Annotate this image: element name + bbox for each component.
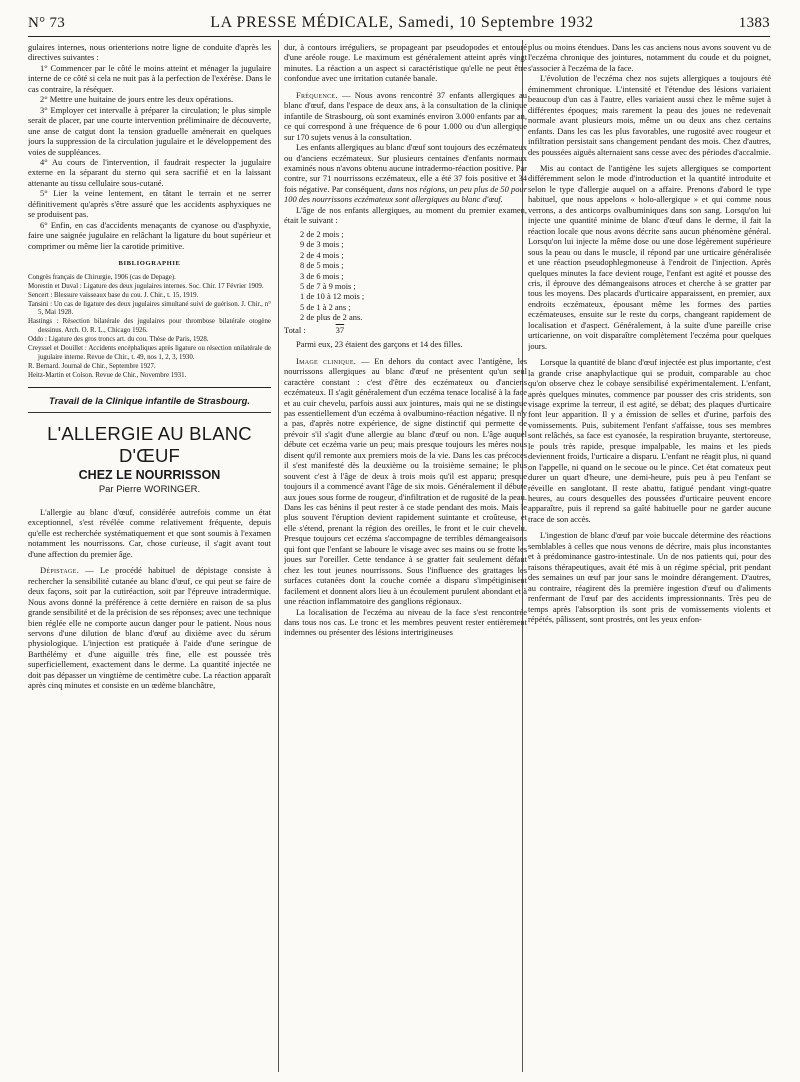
issue-number: N° 73: [28, 15, 66, 31]
bibliography-entry: Oddo : Ligature des gros troncs art. du cou. Thèse de Paris, 1928.: [28, 336, 209, 344]
total-value: 37: [335, 324, 345, 335]
bibliography-entry: Tansini : Un cas de ligature des deux jugulaires simultané suivi de guérison. J. Chir., n° 5, Mai 1928.: [28, 300, 271, 317]
article-subtitle: CHEZ LE NOURRISSON: [78, 468, 221, 483]
paragraph: [28, 565, 271, 690]
bibliography-entry: Morestin et Duval : Ligature des deux jugulaires internes. Soc. Chir. 17 Février 1909.: [28, 282, 264, 290]
article-title: L'ALLERGIE AU BLANC D'ŒUF: [47, 423, 252, 467]
paragraph: La localisation de l'eczéma au niveau de la face s'est rencontrée dans tous nos cas. Le tronc et les membres peuvent rester entièrement indemnes ou présenter des lésions intertrigineuses: [284, 606, 527, 638]
paragraph: L'évolution de l'eczéma chez nos sujets allergiques a toujours été éminemment chronique. L'intensité et l'étendue des lésions variaient beaucoup d'un cas à l'autre, elles variaient aussi chez le même sujet à différentes époques; mais rarement la peau des joues ne redevenait normale avant plusieurs mois, même un ou deux ans chez certains enfants. Dans les cas les plus favorables, une rugosité avec rougeur et infiltration persistait sans changement pendant des mois. Chez d'autres, des poussées aiguës alternaient sans cesse avec des périodes d'accalmie.: [528, 73, 771, 157]
section-head: Image clinique.: [296, 355, 357, 366]
list-item: 1 de 10 à 12 mois ;: [300, 291, 365, 302]
institution-line: Travail de la Clinique infantile de Strasbourg.: [49, 394, 250, 406]
paragraph: Mis au contact de l'antigène les sujets allergiques se comportent différemment selon le mode d'introduction et la quantité introduite et selon le type d'allergie auquel on a affaire. Prenons d'abord le type habituel, que nous appelons « holo-allergique » et qui comme nous verrons, a des anticorps ovalbuminiques dans son sang. Lorsqu'on lui injecte une quantité minime de blanc d'œuf dans le derme, il fait la réaction locale que nous avons décrite sans aucun phénomène général. Lorsqu'on lui injecte la même dose ou une dose légèrement supérieure sous la peau ou dans le muscle, il répond par une urticaire généralisée et une réaction pseudophlegmoneuse à l'endroit de l'injection. Après quelques minutes la face devient rouge, l'enfant est agité et pousse des cris, il éprouve des démangeaisons atroces et cherche à se gratter par tous les moyens. Des placards d'urticaire apparaissent, en premier, aux endroits eczémateux, épousant même les formes des parties eczémateuses, ensuite sur le reste du corps, changeant rapidement de localisation et d'aspect. Généralement, à la suite d'une pareille crise urticarienne, on voit disparaître complètement l'eczéma pour quelques jours.: [528, 162, 771, 351]
list-item: 3 de 6 mois ;: [300, 270, 344, 281]
bibliography-entry: Hastings : Résection bilatérale des jugulaires pour thrombose bilatérale otogène dessinus. Arch. O. R. L., Chicago 1926.: [28, 318, 271, 335]
article-author: Par Pierre WORINGER.: [98, 483, 201, 495]
column-2: [284, 42, 527, 1074]
paragraph: 1° Commencer par le côté le moins atteint et ménager la jugulaire interne de ce côté si cela ne nuit pas à la perfection de l'exérèse. Dans le cas contraire, la réséquer.: [28, 62, 271, 94]
paragraph: [284, 90, 527, 142]
section-text: — Le procédé habituel de dépistage consiste à rechercher la sensibilité cutanée au blanc d'œuf, ce qui peut se faire de deux façons, soit par la cutiréaction, soit par l'épreuve intradermique. Nous avons donné la préférence à cette dernière en raison de sa plus grande sensibilité et de la précision de ses réponses; avec une technique bien réglée elle ne comporte aucun danger pour le patient. Nous nous servons d'une dilution de blanc d'œuf au dixième avec du sérum physiologique. L'injection est pratiquée à l'aide d'une seringue de Barthélémy et d'une aiguille très fine, elle est poussée très superficiellement, exactement dans le derme. La quantité injectée ne doit pas dépasser un vingtième de centimètre cube. La réaction apparaît après cinq minutes et consiste en un œdème blanchâtre,: [28, 565, 271, 691]
list-item: 2 de 2 mois ;: [300, 228, 344, 239]
paragraph: 5° Lier la veine lentement, en tâtant le terrain et ne serrer définitivement qu'après s'être assuré que les accidents asphyxiques ne se produisent pas.: [28, 188, 271, 220]
column-3: [528, 42, 771, 1074]
paragraph: dur, à contours irréguliers, se propageant par pseudopodes et entouré d'une aréole rouge. Le maximum est généralement atteint après vingt minutes. La réaction a un aspect si caractéristique qu'elle ne peut être confondue avec une irritation cutanée banale.: [284, 42, 527, 84]
paragraph: Parmi eux, 23 étaient des garçons et 14 des filles.: [296, 339, 463, 350]
paragraph: 6° Enfin, en cas d'accidents menaçants de cyanose ou d'asphyxie, faire une saignée jugulaire en relâchant la ligature du bout supérieur et comprimer ou même lier la carotide primitive.: [28, 219, 271, 251]
header-rule: [28, 36, 770, 37]
emphasis-text: dans nos régions, un peu plus de 50 pour 100 des nourrissons eczémateux sont allergiques au blanc d'œuf.: [284, 183, 527, 205]
section-text: — En dehors du contact avec l'antigène, les nourrissons allergiques au blanc d'œuf ne présentent qu'un seul caractère constant : c'est d'être des eczémateux ou d'anciens eczémateux. Il s'agit généralement d'un eczéma tenace localisé à la face et au cuir chevelu, parfois aussi aux jointures, mais qui ne se distingue pas essentiellement d'un eczéma à ovalbumino-réaction négative. Il n'y a pas, d'après notre expérience, de signe distinctif qui permette de prévoir s'il s'agit d'une allergie au blanc d'œuf ou non. L'âge auquel débute cet eczéma varie un peu; mais presque toujours les mères nous disent qu'il remonte aux premiers mois de la vie. Dans les cas précoces il s'est manifesté dès la deuxième ou la troisième semaine; le plus souvent c'est à l'âge de deux à trois mois qu'il est apparu; presque toujours il a commencé avant l'âge de six mois. Généralement il débute aux joues sous forme de rougeur, d'infiltration et de rugosité de la peau. Dans les cas bénins il peut rester à ce stade pendant des mois. Mais le plus souvent l'éruption devient rapidement suintante et croûteuse, et elle s'étend, prenant la région des oreilles, le front et le cuir chevelu. Presque toujours cet eczéma s'accompagne de terribles démangeaisons qui font que l'enfant se laboure le visage avec ses mains ou se frotte les joues sur l'oreiller. Cette tendance à se gratter fait seulement défaut chez les tout jeunes nourrissons. Sous l'influence des grattages les surfaces cutanées dont la couche cornée a disparu s'impétiginisent facilement et donnent alors lieu à un écoulement purulent abondant et à une réaction inflammatoire des ganglions régionaux.: [284, 355, 527, 607]
running-header: [28, 14, 770, 36]
section-head: Dépistage.: [40, 565, 80, 576]
age-list: [300, 229, 527, 323]
paragraph: L'âge de nos enfants allergiques, au moment du premier examen, était le suivant :: [284, 204, 527, 226]
paragraph: L'ingestion de blanc d'œuf par voie buccale détermine des réactions semblables à celles que nous venons de décrire, mais plus inconstantes et à prédominance gastro-intestinale. Un de nos patients qui, pour des raisons thérapeutiques, avait été mis à un régime spécial, prit pendant des semaines un œuf par jour sans le moindre dérangement. D'autres, au contraire, réagirent dès la première ingestion d'œuf ou d'aliments renfermant de l'œuf par des accidents impressionnants. Très peu de temps après l'absorption ils sont pris de vomissements violents et répétés, pâlissent, sont prostrés, ont les yeux enfon-: [528, 530, 771, 625]
bibliography-entry: Sencert : Blessure vaisseaux base du cou. J. Chir., t. 15, 1919.: [28, 291, 199, 299]
column-1: [28, 42, 271, 1074]
paragraph-text: Les enfants allergiques au blanc d'œuf sont toujours des eczémateux ou d'anciens eczémateux. Sur plusieurs centaines d'enfants normaux examinés nous n'avons obtenu aucune intradermo-réaction positive. Par contre, sur 71 nourrissons eczémateux, elle a été 37 fois positive et 34 fois négative. Par conséquent,: [284, 142, 527, 194]
section-rule: [28, 412, 271, 413]
list-item: 5 de 7 à 9 mois ;: [300, 280, 356, 291]
total-row: [284, 325, 527, 335]
bibliography-entry: R. Bernard. Journal de Chir., Septembre 1927.: [28, 362, 156, 370]
column-divider: [278, 40, 279, 1072]
paragraph: plus ou moins étendues. Dans les cas anciens nous avons souvent vu de l'eczéma chronique des jointures, notamment du coude et du poignet, s'associer à l'eczéma de la face.: [528, 42, 771, 73]
bibliography-entry: Creyssel et Douillet : Accidents encéphaliques après ligature ou résection unilatérale de jugulaire interne. Revue de Chir., t. 49, nos 1, 2, 3, 1930.: [28, 345, 271, 361]
paragraph: [284, 356, 527, 607]
section-rule: [28, 387, 271, 388]
page-number: 1383: [738, 15, 770, 31]
paragraph: [284, 142, 527, 205]
paragraph: L'allergie au blanc d'œuf, considérée autrefois comme un état exceptionnel, s'est révélée comme relativement fréquente, depuis qu'elle est recherchée systématiquement et que sont soumis à l'examen notamment les nourrissons. Car, chose curieuse, il s'agit avant tout d'une affection du premier âge.: [28, 507, 271, 559]
list-item: 8 de 5 mois ;: [300, 260, 344, 271]
total-label: Total :: [284, 324, 306, 335]
bibliography-entry: Congrès français de Chirurgie, 1906 (cas de Depage).: [28, 273, 176, 281]
paragraph: Lorsque la quantité de blanc d'œuf injectée est plus importante, c'est la grande crise anaphylactique qui se produit, comparable au choc qu'on observe chez le cobaye sensibilisé expérimentalement. L'enfant, après quelques minutes, commence par pousser des cris stridents, son visage exprime la terreur, il est agité, se débat; des plaques d'urticaire font leur apparition. Il y a émission de selles et d'urine, parfois des vomissements. Puis, subitement l'enfant s'affaisse, tous ses membres sont relâchés, sa face est cyanosée, la respiration bruyante, stertoreuse, le pouls très rapide, presque impalpable, les mains et les pieds deviennent froids, l'urticaire a disparu. L'enfant ne réagit plus, ni quand on l'appelle, ni quand on le secoue ou le pince. Cet état comateux peut durer un quart d'heure, une demi-heure, puis peu à peu l'enfant se réveille en sanglotant. Il reste abattu, fatigué pendant vingt-quatre heures, au cours desquelles des poussées d'urticaire peuvent encore apparaître, puis il reprend sa gaîté habituelle pour ne garder aucune trace de son accès.: [528, 357, 771, 524]
section-text: — Nous avons rencontré 37 enfants allergiques au blanc d'œuf, dans l'espace de deux ans, à la consultation de la clinique infantile de Strasbourg, où sont examinés environ 3.000 enfants par an, ce qui correspond à une fréquence de 6 pour 1.000 ou d'un allergique sur 170 sujets venus à la consultation.: [284, 89, 527, 142]
paragraph: 3° Employer cet intervalle à préparer la circulation; le plus simple serait de placer, par une courte intervention préliminaire de découverte, une anse de catgut dont la tension graduelle amènerait en quelques jours la suppression de la circulation jugulaire et le développement des voies de suppléances.: [28, 104, 271, 157]
journal-title: LA PRESSE MÉDICALE, Samedi, 10 Septembre 1932: [210, 14, 594, 31]
bibliography-heading: BIBLIOGRAPHIE: [118, 260, 181, 268]
section-head: Fréquence.: [296, 89, 338, 100]
list-item: 2 de plus de 2 ans.: [300, 312, 363, 323]
paragraph: gulaires internes, nous orienterions notre ligne de conduite d'après les directives suivantes :: [28, 42, 271, 63]
list-item: 2 de 4 mois ;: [300, 249, 344, 260]
list-item: 5 de 1 à 2 ans ;: [300, 301, 351, 312]
list-item: 9 de 3 mois ;: [300, 239, 344, 250]
bibliography-entry: Heitz-Martin et Colson. Revue de Chir., Novembre 1931.: [28, 372, 187, 380]
paragraph: 2° Mettre une huitaine de jours entre les deux opérations.: [40, 94, 234, 105]
paragraph: 4° Au cours de l'intervention, il faudrait respecter la jugulaire externe en la séparant du sterno qui sera sacrifié et en la laissant attenante au tissu cellulaire sous-cutané.: [28, 156, 271, 188]
